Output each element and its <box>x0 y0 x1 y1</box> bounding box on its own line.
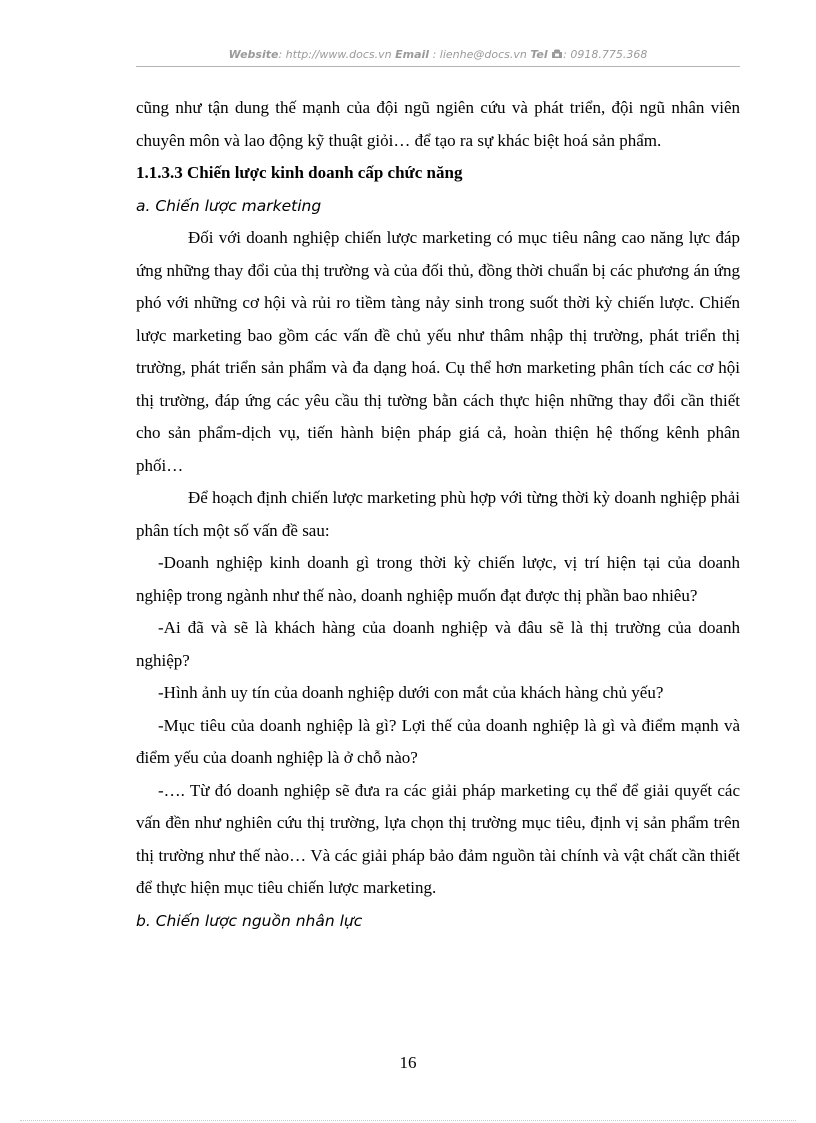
subsection-b-title: b. Chiến lược nguồn nhân lực <box>136 911 363 930</box>
header-divider <box>136 66 740 67</box>
page-number: 16 <box>399 1053 417 1072</box>
list-item-text: …. Từ đó doanh nghiệp sẽ đưa ra các giải pháp marketing cụ thể để giải quyết các vấn đền như nghiên cứu thị trường, lựa chọn thị trường mục tiêu, định vị sản phẩm trên thị trường như thế nào… Và các giải pháp bảo đảm nguồn tài chính và vật chất cần thiết để thực hiện mục tiêu chiến lược marketing. <box>136 780 740 897</box>
list-item-text: Doanh nghiệp kinh doanh gì trong thời kỳ chiến lược, vị trí hiện tại của doanh nghiệp trong ngành như thế nào, doanh nghiệp muốn đạt được thị phần bao nhiêu? <box>136 553 740 605</box>
bullet-dash: - <box>158 780 164 800</box>
list-item <box>136 612 740 677</box>
bullet-dash: - <box>158 683 164 702</box>
list-item <box>136 775 740 905</box>
email-value: : lienhe@docs.vn <box>432 48 527 61</box>
subsection-a-title: a. Chiến lược marketing <box>136 196 322 215</box>
email-label: Email <box>395 48 430 61</box>
page-header <box>136 48 740 66</box>
list-item-text: Ai đã và sẽ là khách hàng của doanh nghiệp và đâu sẽ là thị trường của doanh nghiệp? <box>136 618 740 670</box>
paragraph-planning: Để hoạch định chiến lược marketing phù hợp với từng thời kỳ doanh nghiệp phải phân tích một số vấn đề sau: <box>136 488 741 540</box>
list-item-text: Hình ảnh uy tín của doanh nghiệp dưới con mắt của khách hàng chủ yếu? <box>163 683 664 702</box>
tel-label: Tel <box>530 48 548 61</box>
page-bottom-divider <box>20 1120 796 1121</box>
bullet-dash: - <box>158 553 164 572</box>
list-item-text: Mục tiêu của doanh nghiệp là gì? Lợi thế của doanh nghiệp là gì và điểm mạnh và điểm yếu của doanh nghiệp là ở chỗ nào? <box>136 715 740 767</box>
website-value: : http://www.docs.vn <box>278 48 392 61</box>
list-item <box>136 710 740 775</box>
paragraph-intro: cũng như tận dung thế mạnh của đội ngũ ngiên cứu và phát triển, đội ngũ nhân viên chuyên môn và lao động kỹ thuật giỏi… để tạo ra sự khác biệt hoá sản phẩm. <box>136 98 740 150</box>
website-label: Website <box>228 48 279 61</box>
section-heading: 1.1.3.3 Chiến lược kinh doanh cấp chức năng <box>136 163 463 182</box>
bullet-dash: - <box>158 715 164 735</box>
document-body <box>136 92 740 937</box>
paragraph-marketing: Đối với doanh nghiệp chiến lược marketing có mục tiêu nâng cao năng lực đáp ứng những thay đổi của thị trường và của đối thủ, đồng thời chuẩn bị các phương án ứng phó với những cơ hội và rủi ro tiềm tàng nảy sinh trong suốt thời kỳ chiến lược. Chiến lược marketing bao gồm các vấn đề chủ yếu như thâm nhập thị trường, phát triển thị trường, phát triển sản phẩm và đa dạng hoá. Cụ thể hơn marketing phân tích các cơ hội thị trường, đáp ứng các yêu cầu thị tường bằn cách thực hiện những thay đổi cần thiết cho sản phẩm-dịch vụ, tiến hành biện pháp giá cả, hoàn thiện hệ thống kênh phân phối… <box>136 228 740 475</box>
phone-icon <box>551 49 563 59</box>
list-item <box>136 677 740 710</box>
bullet-dash: - <box>158 618 164 637</box>
tel-value: : 0918.775.368 <box>563 48 648 61</box>
list-item <box>136 547 740 612</box>
